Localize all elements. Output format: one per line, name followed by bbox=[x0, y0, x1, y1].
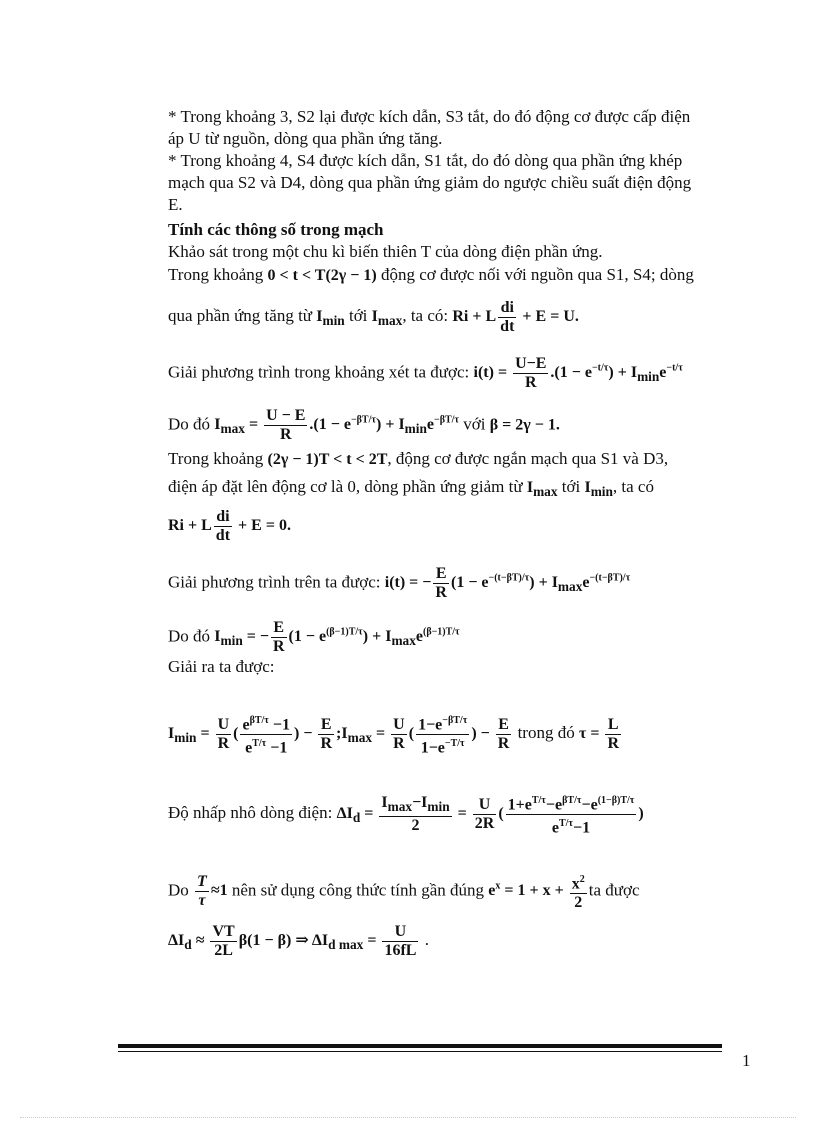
text: , ta có bbox=[612, 477, 654, 496]
paragraph-solution-1 bbox=[168, 346, 683, 392]
i-min-symbol: $I_{min}$ bbox=[316, 308, 345, 329]
paragraph-khoang-3-cont: áp U từ nguồn, dòng qua phần ứng tăng. bbox=[168, 129, 443, 148]
tau-definition: τ = $\frac{L}{R}$ bbox=[578, 715, 620, 752]
paragraph-voltage-zero bbox=[168, 476, 654, 503]
paragraph-chu-ki: Khảo sát trong một chu kì biến thiên T của dòng điện phần ứng. bbox=[168, 242, 603, 261]
equation-ode-2-body: Ri + L $\frac{di}{dt}$ + E = 0. bbox=[168, 507, 291, 544]
paragraph-khoang-4: * Trong khoảng 4, S4 được kích dẫn, S1 tắt, do đó dòng qua phần ứng khép bbox=[168, 151, 683, 170]
text: , ta có: bbox=[402, 306, 449, 325]
paragraph-final: $\Delta I_d$ ≈ $\frac{VT}{2L}$ β(1 − β) ⇒ $\Delta I_{d max}$ = $\frac{U}{16fL}$ . bbox=[168, 922, 429, 959]
condition-t-over-tau: $\frac{T}{\tau}$ ≈1 bbox=[197, 873, 228, 910]
text: qua phần ứng tăng từ bbox=[168, 306, 313, 325]
i-max-symbol: $I_{max}$ bbox=[526, 479, 558, 500]
i-min-symbol: $I_{min}$ bbox=[584, 479, 613, 500]
text: trong đó bbox=[517, 723, 575, 742]
page-bottom-dotted-border bbox=[20, 1117, 796, 1118]
equation-ode-1: Ri + L $\frac{di}{dt}$ + E = U. bbox=[452, 298, 579, 335]
paragraph-solution-2 bbox=[168, 556, 630, 602]
text: nên sử dụng công thức tính gần đúng bbox=[231, 880, 484, 900]
paragraph-imin bbox=[168, 610, 460, 656]
text: tới bbox=[348, 306, 368, 325]
text: Do đó bbox=[168, 626, 211, 646]
interval-condition-2: (2γ − 1)T < t < 2T bbox=[267, 451, 388, 468]
paragraph-approx bbox=[168, 864, 640, 910]
paragraph-khoang-4-cont: mạch qua S2 và D4, dòng qua phần ứng giảm do ngược chiều suất điện động bbox=[168, 173, 692, 192]
paragraph-imax bbox=[168, 398, 560, 444]
beta-definition: β = 2γ − 1. bbox=[489, 416, 560, 434]
text: Do đó bbox=[168, 414, 211, 434]
paragraph-khoang-4-end: E. bbox=[168, 195, 183, 214]
text: Giải phương trình trên ta được: bbox=[168, 572, 381, 592]
text: Giải phương trình trong khoảng xét ta được: bbox=[168, 362, 470, 382]
text: Do bbox=[168, 880, 189, 900]
equation-solution-2: i(t) = − $\frac{E}{R}$ $(1 - e^{-(t-\beta T)/\tau}) + I_{max}e^{-(t-\beta T)/\tau}$ bbox=[384, 565, 631, 602]
paragraph-interval-1 bbox=[168, 264, 694, 287]
paragraph-interval-2 bbox=[168, 448, 668, 471]
paragraph-ripple bbox=[168, 778, 644, 848]
footer-rule-thick bbox=[118, 1044, 722, 1048]
equation-result: $I_{min}$ = $\frac{U}{R}$ ( $\frac{e^{\beta T/\tau} -1}{e^{T/\tau} -1}$ ) − $\frac{E}{R}$ $;I_{max}$ = $\frac{U}{R}$ ( $\frac{1-e^{-\beta T/\tau}}{1-e^{-T/\tau}}$ ) − $\frac{E}{R}$ bbox=[168, 725, 513, 742]
text: , động cơ được ngắn mạch qua S1 và D3, bbox=[387, 449, 669, 468]
section-heading: Tính các thông số trong mạch bbox=[168, 220, 384, 239]
equation-ripple: $\Delta I_d$ = $\frac{I_{max}-I_{min}}{2}$ = $\frac{U}{2R}$ ( $\frac{1+e^{T/\tau}-e^{\beta T/\tau}-e^{(1-\beta)T/\tau}}{e^{T/\tau}-1}$ ) bbox=[337, 805, 644, 822]
footer-rule-thin bbox=[118, 1051, 722, 1052]
equation-imin: $I_{min}$ = − $\frac{E}{R}$ $(1 - e^{(\beta-1)T/\tau}) + I_{max}e^{(\beta-1)T/\tau}$ bbox=[214, 619, 460, 656]
i-max-symbol: $I_{max}$ bbox=[371, 308, 403, 329]
text: Trong khoảng bbox=[168, 265, 264, 284]
text: với bbox=[463, 414, 486, 434]
paragraph-ode-1 bbox=[168, 292, 579, 340]
equation-imax: $I_{max}$ = $\frac{U - E}{R}$ $.(1 - e^{-\beta T/\tau}) + I_{min}e^{-\beta T/\tau}$ bbox=[214, 407, 460, 444]
text: điện áp đặt lên động cơ là 0, dòng phần ứng giảm từ bbox=[168, 477, 523, 496]
equation-exp-approx: $e^x = 1 + x$ + $\frac{x^2}{2}$ bbox=[488, 882, 588, 899]
equation-ode-2 bbox=[168, 503, 291, 547]
equation-solution-1: i(t) = $\frac{U-E}{R}$ $.(1 - e^{-t/\tau}) + I_{min}e^{-t/\tau}$ bbox=[473, 355, 683, 392]
paragraph-giai-ra: Giải ra ta được: bbox=[168, 657, 275, 676]
text: ta được bbox=[588, 880, 640, 900]
text: Độ nhấp nhô dòng điện: bbox=[168, 803, 333, 822]
text: Trong khoảng bbox=[168, 449, 264, 468]
interval-condition-1: 0 < t < T(2γ − 1) bbox=[267, 267, 377, 284]
paragraph-result bbox=[168, 698, 623, 768]
text: động cơ được nối với nguồn qua S1, S4; dòng bbox=[380, 265, 694, 284]
paragraph-khoang-3: * Trong khoảng 3, S2 lại được kích dẫn, S3 tắt, do đó động cơ được cấp điện bbox=[168, 107, 691, 126]
text: tới bbox=[561, 477, 581, 496]
page-number: 1 bbox=[742, 1051, 751, 1070]
equation-final: $\Delta I_d$ ≈ $\frac{VT}{2L}$ β(1 − β) ⇒ $\Delta I_{d max}$ = $\frac{U}{16fL}$ bbox=[168, 922, 417, 959]
